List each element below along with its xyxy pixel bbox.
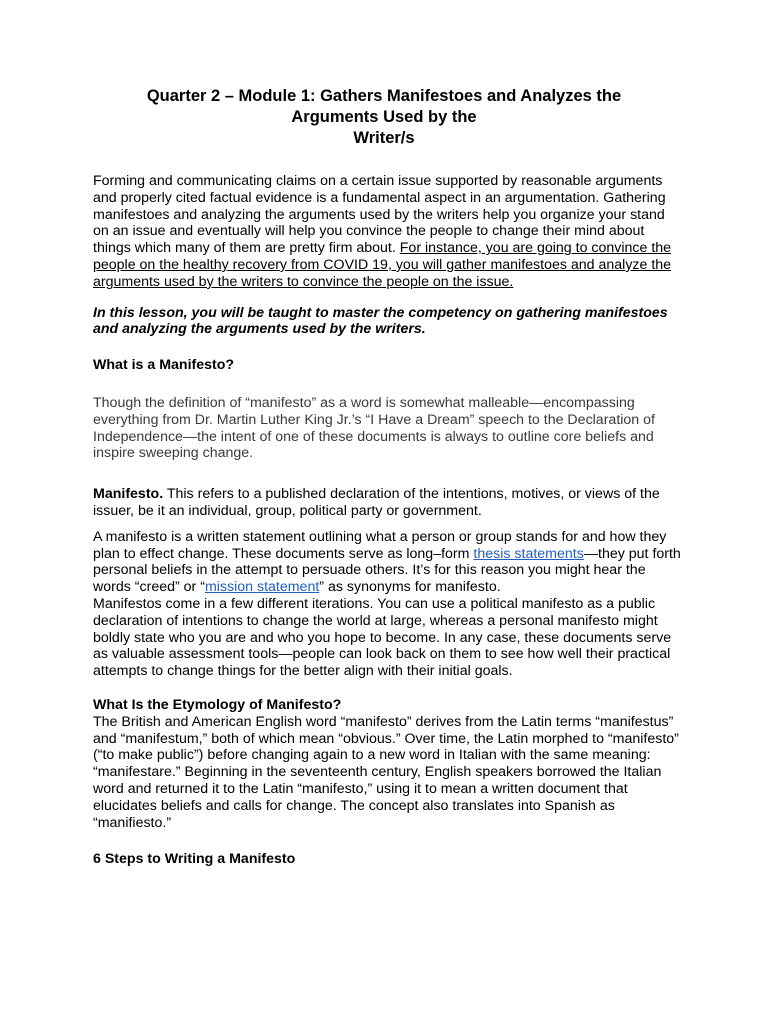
mission-statement-link[interactable]: mission statement	[204, 579, 320, 596]
document-body	[93, 173, 683, 868]
iterations-paragraph: Manifestos come in a few different iterations. You can use a political manifesto as a public declaration of intentions to change the world at large, whereas a personal manifesto might boldly state who you are and who you hope to become. In any case, these documents serve as valuable assessment tools—people can look back on them to see how well their practical attempts to change things for the better align with their initial goals.	[93, 595, 672, 680]
intro-paragraph	[93, 173, 683, 291]
page-title	[80, 86, 688, 149]
title-line-3: Writer/s	[353, 129, 415, 147]
etymology-paragraph: The British and American English word “manifesto” derives from the Latin terms “manifestus” and “manifestum,” both of which mean “obvious.” Over time, the Latin morphed to “manifesto” (“to make public”) before changing again to a new word in Italian with the same meaning: “manifestare.” Beginning in the seventeenth century, English speakers borrowed the Italian word and returned it to the Latin “manifesto,” using it to mean a written document that elucidates beliefs and calls for change. The concept also translates into Spanish as “manifiesto.”	[93, 713, 679, 831]
manifesto-definition-text: This refers to a published declaration of the intentions, motives, or views of the issuer, be it an individual, group, political party or government.	[93, 486, 660, 519]
statement-text-3: ” as synonyms for manifesto.	[319, 579, 501, 596]
statement-text-2: —they put forth personal beliefs in the attempt to persuade others. It’s for this reason you might hear the words “creed” or “	[93, 545, 681, 596]
heading-etymology: What Is the Etymology of Manifesto?	[93, 696, 342, 713]
manifesto-definition	[93, 486, 683, 520]
heading-six-steps: 6 Steps to Writing a Manifesto	[93, 851, 296, 868]
manifesto-term: Manifesto.	[93, 486, 164, 503]
statement-text-1: A manifesto is a written statement outlining what a person or group stands for and how they plan to effect change. These documents serve as long–form	[93, 528, 667, 562]
title-line-2: Arguments Used by the	[291, 108, 477, 126]
title-line-1: Quarter 2 – Module 1: Gathers Manifestoes and Analyzes the	[146, 87, 622, 105]
thesis-statements-link[interactable]: thesis statements	[473, 545, 584, 562]
lesson-goal: In this lesson, you will be taught to master the competency on gathering manifestoes and analyzing the arguments used by the writers.	[93, 304, 668, 338]
definition-quote: Though the definition of “manifesto” as a word is somewhat malleable—encompassing everything from Dr. Martin Luther King Jr.’s “I Have a Dream” speech to the Declaration of Independence—the intent of one of these documents is always to outline core beliefs and inspire sweeping change.	[93, 394, 655, 462]
intro-underlined-text: For instance, you are going to convince the people on the healthy recovery from COVID 19, you will gather manifestoes and analyze the arguments used by the writers to convince the people on the issue.	[93, 240, 672, 290]
statement-paragraph	[93, 529, 683, 596]
heading-what-is-manifesto: What is a Manifesto?	[93, 357, 235, 374]
intro-text: Forming and communicating claims on a certain issue supported by reasonable arguments and properly cited factual evidence is a fundamental aspect in an argumentation. Gathering manifestoes and analyzing the arguments used by the writers help you organize your stand on an issue and eventually will help you convince the people to change their mind about things which many of them are pretty firm about.	[93, 173, 666, 257]
